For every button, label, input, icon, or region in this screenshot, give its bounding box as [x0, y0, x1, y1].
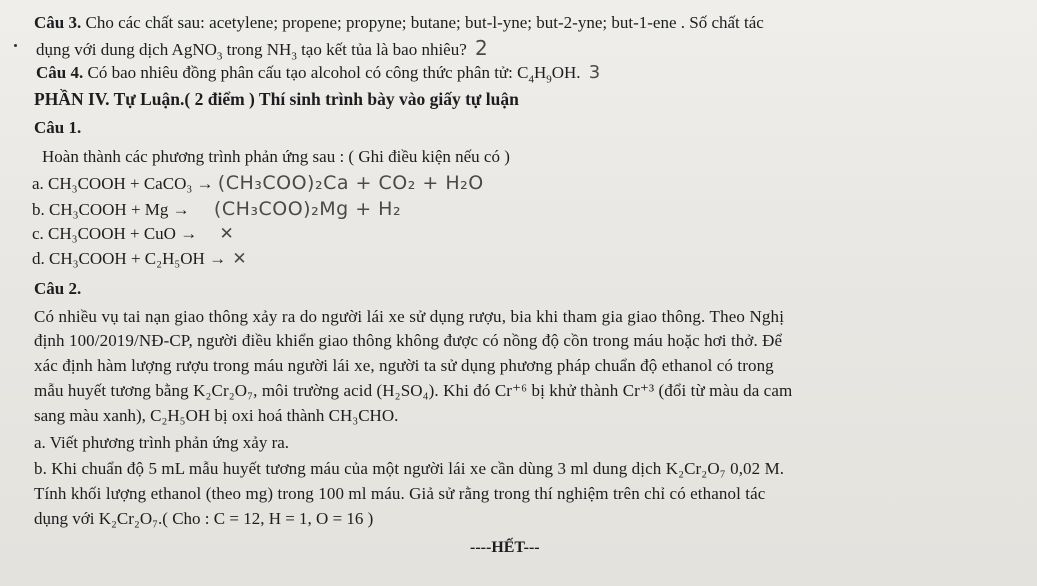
q4-label: Câu 4. — [36, 63, 84, 82]
c2-part-a: a. Viết phương trình phản ứng xảy ra. — [34, 433, 290, 452]
c1-item-formula: CH₃COOH + CuO → — [48, 224, 198, 243]
c1-item-handwriting: (CH₃COO)₂Mg + H₂ — [213, 198, 402, 220]
c2-part-b-line: b. Khi chuẩn độ 5 mL mẫu huyết tương máu của một người lái xe cần dùng 3 ml dung dịch K₂Cr₂O₇ 0,02 M. — [34, 459, 785, 478]
c1-instruction: Hoàn thành các phương trình phản ứng sau : ( Ghi điều kiện nếu có ) — [42, 147, 510, 166]
q4-text-e: OH. — [551, 63, 581, 82]
q3-text-2c: trong NH — [222, 40, 292, 59]
c2-para-line: sang màu xanh), C₂H₅OH bị oxi hoá thành CH₃CHO. — [34, 406, 399, 425]
c2-para-line: định 100/2019/NĐ-CP, người điều khiển giao thông không được có nồng độ cồn trong máu hoặc hơi thở. Để — [34, 331, 783, 350]
c2-part-b-line: Tính khối lượng ethanol (theo mg) trong 100 ml máu. Giả sử rằng trong thí nghiệm trên chỉ có ethanol tác — [34, 484, 766, 503]
c2-para-line: xác định hàm lượng rượu trong máu người lái xe, người ta sử dụng phương pháp chuẩn độ ethanol có trong — [34, 356, 774, 375]
c2-para-line: Có nhiều vụ tai nạn giao thông xảy ra do người lái xe sử dụng rượu, bia khi tham gia giao thông. Theo Nghị — [34, 307, 785, 326]
c2-part-b-line: dụng với K₂Cr₂O₇.( Cho : C = 12, H = 1, O = 16 ) — [34, 509, 374, 528]
q3-text-1: Cho các chất sau: acetylene; propene; propyne; butane; but-l-yne; but-2-yne; but-1-ene . Số chất tác — [85, 13, 764, 32]
q3-line2 — [36, 37, 488, 61]
q3-label: Câu 3. — [34, 13, 82, 32]
c1-item-key: c. — [32, 224, 44, 243]
bullet-mark — [14, 44, 17, 47]
q4-sub-2: 9 — [546, 73, 552, 86]
c2-para-line: mẫu huyết tương bằng K₂Cr₂O₇, môi trường acid (H₂SO₄). Khi đó Cr⁺⁶ bị khử thành Cr⁺³ (đổi từ màu da cam — [34, 381, 793, 400]
q4-line — [36, 62, 601, 84]
q4-text-c: H — [533, 63, 547, 82]
c1-item-key: d. — [32, 249, 45, 268]
q3-line1 — [34, 12, 764, 34]
c1-item-key: a. — [32, 174, 44, 193]
c1-item-b — [32, 198, 401, 221]
c1-item-key: b. — [32, 200, 45, 219]
c1-item-formula: CH₃COOH + Mg → — [49, 200, 190, 219]
q4-text-a: Có bao nhiêu đồng phân cấu tạo alcohol có công thức phân tử: C — [87, 63, 529, 82]
q3-text-2e: tạo kết tủa là bao nhiêu? — [296, 40, 467, 59]
q4-sub-1: 4 — [528, 73, 534, 86]
c1-item-formula: CH₃COOH + C₂H₅OH → — [49, 249, 227, 268]
q3-text-2a: dụng với dung dịch AgNO — [36, 40, 217, 59]
c1-item-a — [32, 172, 484, 195]
part4-heading: PHẦN IV. Tự Luận.( 2 điểm ) Thí sinh trình bày vào giấy tự luận — [34, 89, 519, 109]
c1-item-handwriting: ✕ — [219, 224, 235, 244]
end-marker: ----HẾT--- — [470, 539, 540, 556]
c1-item-formula: CH₃COOH + CaCO₃ → — [48, 174, 214, 193]
c1-label: Câu 1. — [34, 118, 82, 137]
q3-sub-2: 3 — [291, 50, 297, 63]
c1-item-handwriting: (CH₃COO)₂Ca + CO₂ + H₂O — [217, 172, 484, 194]
c1-item-d — [32, 248, 247, 270]
q3-handwritten-answer: 2 — [475, 36, 489, 60]
c1-item-c — [32, 223, 234, 245]
c2-label: Câu 2. — [34, 279, 82, 298]
c1-item-handwriting: ✕ — [232, 249, 248, 269]
q3-sub-1: 3 — [216, 50, 223, 63]
q4-handwritten-answer: 3 — [588, 62, 601, 83]
